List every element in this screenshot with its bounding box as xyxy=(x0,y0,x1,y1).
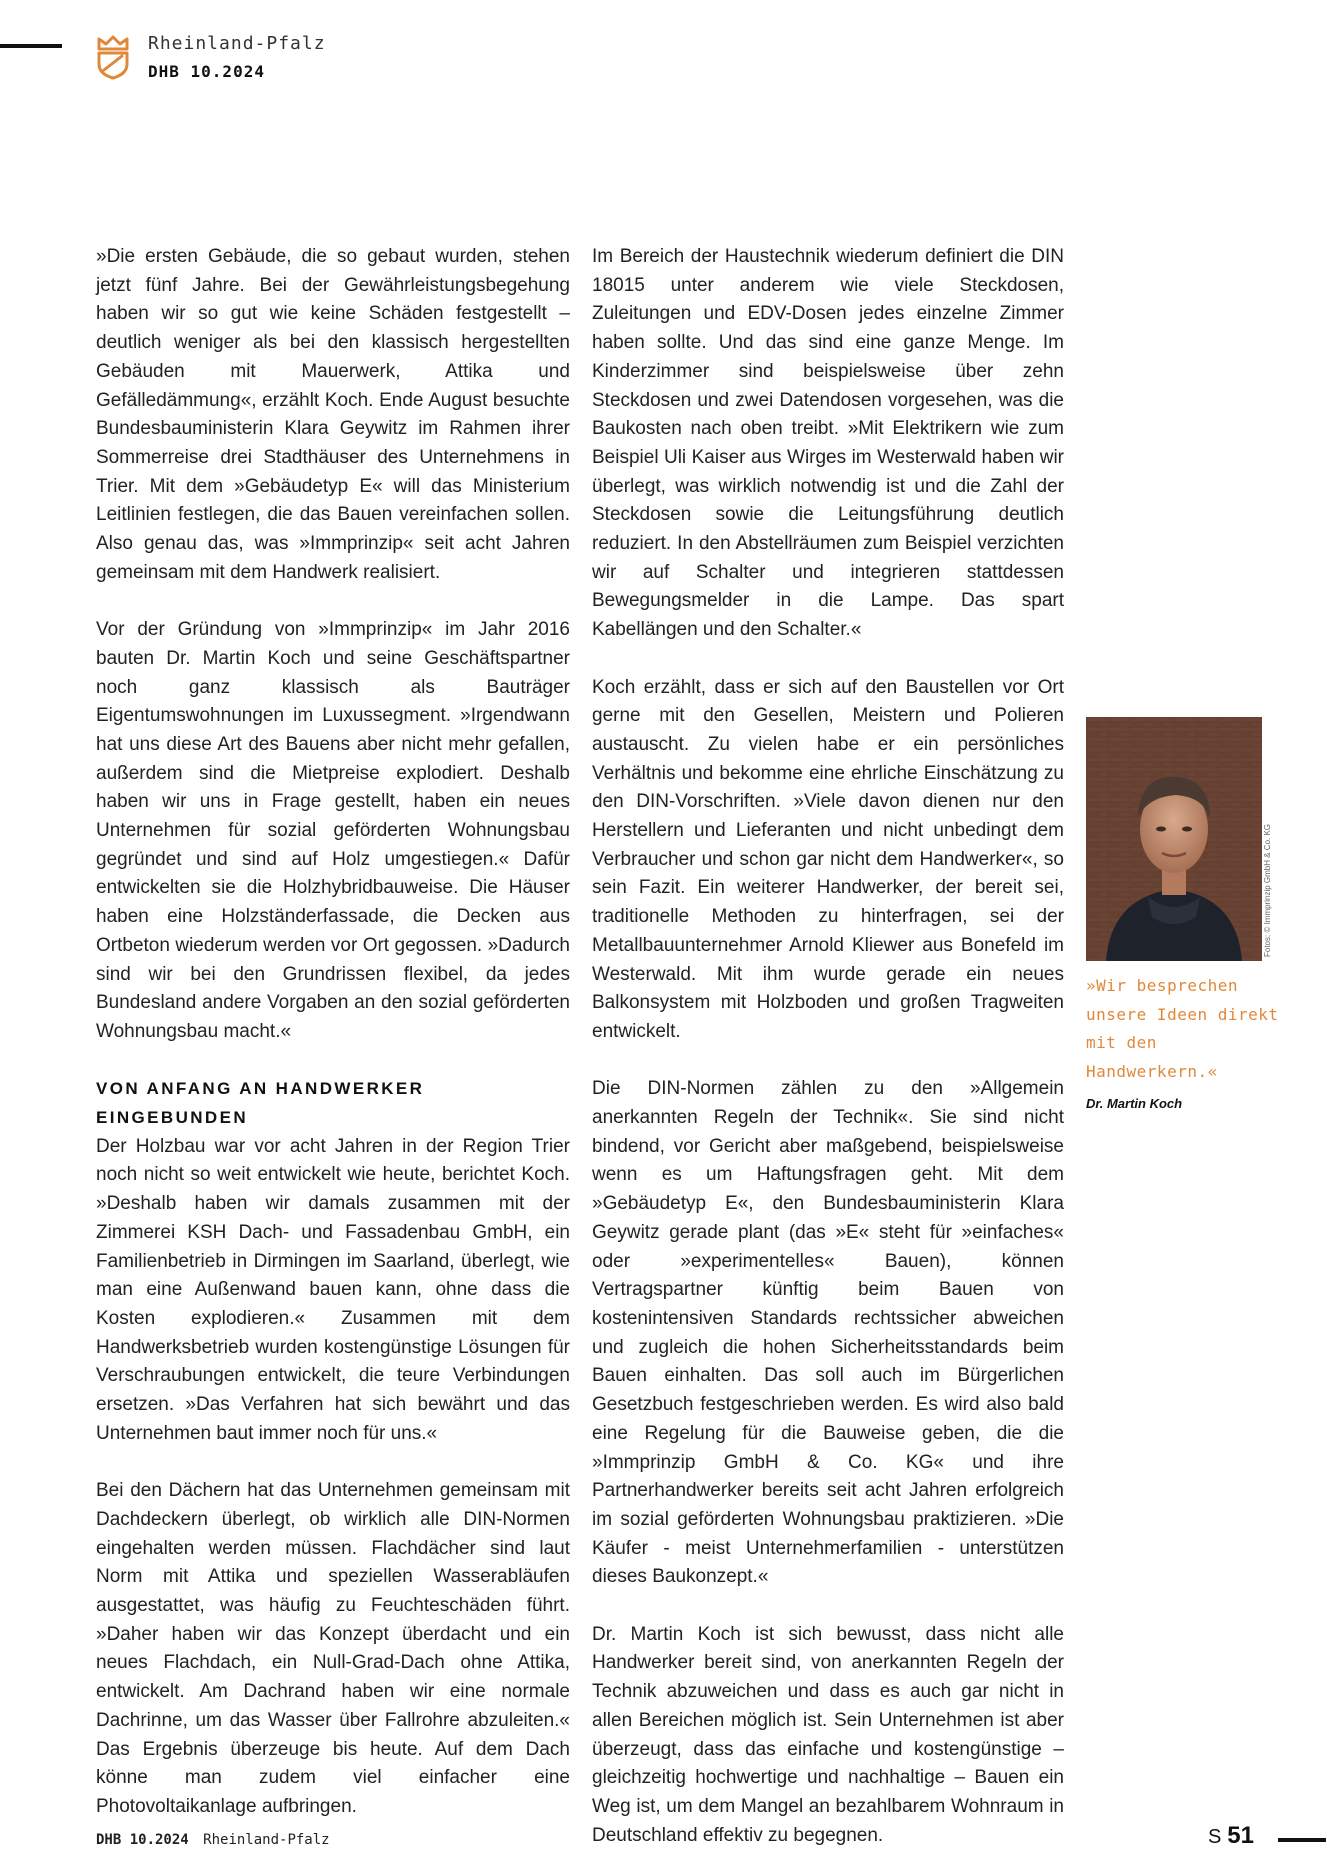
article-column-middle xyxy=(592,243,1064,1875)
article-paragraph: »Die ersten Gebäude, die so gebaut wurden, stehen jetzt fünf Jahre. Bei der Gewährleistungsbegehung haben wir so gut wie keine Schäden festgestellt – deutlich weniger als bei den klassisch hergestellten Gebäuden mit Mauerwerk, Attika und Gefälledämmung«, erzählt Koch. Ende August besuchte Bundesbauministerin Klara Geywitz im Rahmen ihrer Sommerreise drei Stadthäuser des Unternehmens in Trier. Mit dem »Gebäudetyp E« will das Ministerium Leitlinien festlegen, die das Bauen vereinfachen sollen. Also genau das, was »Immprinzip« seit acht Jahren gemeinsam mit dem Handwerk realisiert. xyxy=(96,246,570,583)
page-number xyxy=(1208,1822,1254,1850)
article-paragraph: Im Bereich der Haustechnik wiederum definiert die DIN 18015 unter anderem wie viele Steckdosen, Zuleitungen und EDV-Dosen jedes einzelne Zimmer haben sollte. Und das sind eine ganze Menge. Im Kinderzimmer sind beispielsweise über zehn Steckdosen und zwei Datendosen vorgesehen, was die Baukosten nach oben treibt. »Mit Elektrikern wie zum Beispiel Uli Kaiser aus Wirges im Westerwald haben wir überlegt, was wirklich notwendig ist und die Zahl der Steckdosen sowie die Leitungsführung deutlich reduziert. In den Abstellräumen zum Beispiel verzichten wir auf Schalter und integrieren stattdessen Bewegungsmelder in die Lampe. Das spart Kabellängen und den Schalter.« xyxy=(592,246,1064,641)
crown-shield-logo-icon xyxy=(94,34,132,80)
quote-author: Dr. Martin Koch xyxy=(1086,1096,1183,1111)
footer-info xyxy=(96,1832,330,1848)
footer-rule xyxy=(1278,1838,1326,1842)
article-paragraph: Dr. Martin Koch ist sich bewusst, dass nicht alle Handwerker bereit sind, von anerkannten Regeln der Technik abzuweichen und dass es auch gar nicht in allen Bereichen möglich ist. Sein Unternehmen ist aber überzeugt, dass das einfache und kostengünstige – gleichzeitig hochwertige und nachhaltige – Bauen ein Weg ist, um dem Mangel an bezahlbarem Wohnraum in Deutschland effektiv zu begegnen. xyxy=(592,1623,1064,1846)
section-heading: VON ANFANG AN HANDWERKER EINGEBUNDEN xyxy=(96,1079,425,1128)
pull-quote: »Wir besprechen unsere Ideen direkt mit den Handwerkern.« xyxy=(1086,976,1279,1081)
footer-issue: DHB 10.2024 xyxy=(96,1832,189,1848)
article-paragraph: Der Holzbau war vor acht Jahren in der Region Trier noch nicht so weit entwickelt wie heute, berichtet Koch. »Deshalb haben wir damals zusammen mit der Zimmerei KSH Dach- und Fassadenbau GmbH, ein Familienbetrieb in Dirmingen im Saarland, überlegt, wie man eine Außenwand bauen kann, ohne dass die Kosten explodieren.« Zusammen mit dem Handwerksbetrieb wurden kostengünstige Lösungen für Verschraubungen entwickelt, die teure Verbindungen ersetzen. »Das Verfahren hat sich bewährt und das Unternehmen baut immer noch für uns.« xyxy=(96,1135,570,1444)
article-paragraph: Koch erzählt, dass er sich auf den Baustellen vor Ort gerne mit den Gesellen, Meistern und Polieren austauscht. Zu vielen habe er ein persönliches Verhältnis und bekomme eine ehrliche Einschätzung zu den DIN-Vorschriften. »Viele davon dienen nur den Herstellern und Lieferanten und nicht unbedingt dem Verbraucher und schon gar nicht dem Handwerker«, so sein Fazit. Ein weiterer Handwerker, der bereit sei, traditionelle Methoden zu hinterfragen, sei der Metallbauunternehmer Arnold Kliewer aus Bonefeld im Westerwald. Mit ihm wurde gerade ein neues Balkonsystem mit Holzboden und großen Tragweiten entwickelt. xyxy=(592,676,1064,1042)
page-number-value: 51 xyxy=(1227,1822,1254,1849)
article-column-left xyxy=(96,243,570,1850)
article-paragraph: Bei den Dächern hat das Unternehmen gemeinsam mit Dachdeckern überlegt, ob wirklich alle DIN-Normen eingehalten werden müssen. Flachdächer sind laut Norm mit Attika und speziellen Wasserabläufen ausgestattet, was häufig zu Feuchteschäden führt. »Daher haben wir das Konzept überdacht und ein neues Flachdach, ein Null-Grad-Dach ohne Attika, entwickelt. Am Dachrand haben wir eine normale Dachrinne, um das Wasser über Fallrohre abzuleiten.« Das Ergebnis überzeuge bis heute. Auf dem Dach könne man zudem viel einfacher eine Photovoltaikanlage aufbringen. xyxy=(96,1480,570,1817)
page-prefix: S xyxy=(1207,1826,1222,1848)
header-rule xyxy=(0,44,62,48)
portrait-photo xyxy=(1086,717,1262,961)
article-paragraph: Die DIN-Normen zählen zu den »Allgemein anerkannten Regeln der Technik«. Sie sind nicht bindend, vor Gericht aber maßgebend, beispielsweise wenn es um Haftungsfragen geht. Mit dem »Gebäudetyp E«, den Bundesbauministerin Klara Geywitz gerade plant (das »E« steht für »einfaches« oder »experimentelles« Bauen), können Vertragspartner künftig beim Bauen von kostenintensiven Standards rechtssicher abweichen und zugleich die hohen Sicherheitsstandards beim Bauen einhalten. Das soll auch im Bürgerlichen Gesetzbuch festgeschrieben werden. Es wird also bald eine Regelung für die Bauweise geben, die die »Immprinzip GmbH & Co. KG« und ihre Partnerhandwerker bereits seit acht Jahren erfolgreich im sozial geförderten Wohnungsbau praktizieren. »Die Käufer - meist Unternehmerfamilien - unterstützen dieses Baukonzept.« xyxy=(592,1078,1064,1588)
footer-region: Rheinland-Pfalz xyxy=(203,1832,330,1848)
article-paragraph: Vor der Gründung von »Immprinzip« im Jahr 2016 bauten Dr. Martin Koch und seine Geschäftspartner noch ganz klassisch als Bauträger Eigentumswohnungen im Luxussegment. »Irgendwann hat uns diese Art des Bauens aber nicht mehr gefallen, außerdem sind die Mietpreise explodiert. Deshalb haben wir uns in Frage gestellt, haben ein neues Unternehmen für sozial geförderten Wohnungsbau gegründet und sind auf Holz umgestiegen.« Dafür entwickelten sie die Holzhybridbauweise. Die Häuser haben eine Holzständerfassade, die Decken aus Ortbeton wiederum werden vor Ort gegossen. »Dadurch sind wir bei den Grundrissen flexibel, da jedes Bundesland andere Vorgaben an den sozial geförderten Wohnungsbau macht.« xyxy=(96,619,570,1042)
photo-credit: Fotos: © Immprinzip GmbH & Co. KG xyxy=(1263,823,1272,957)
header-issue: DHB 10.2024 xyxy=(148,62,265,81)
header-region: Rheinland-Pfalz xyxy=(148,33,326,54)
